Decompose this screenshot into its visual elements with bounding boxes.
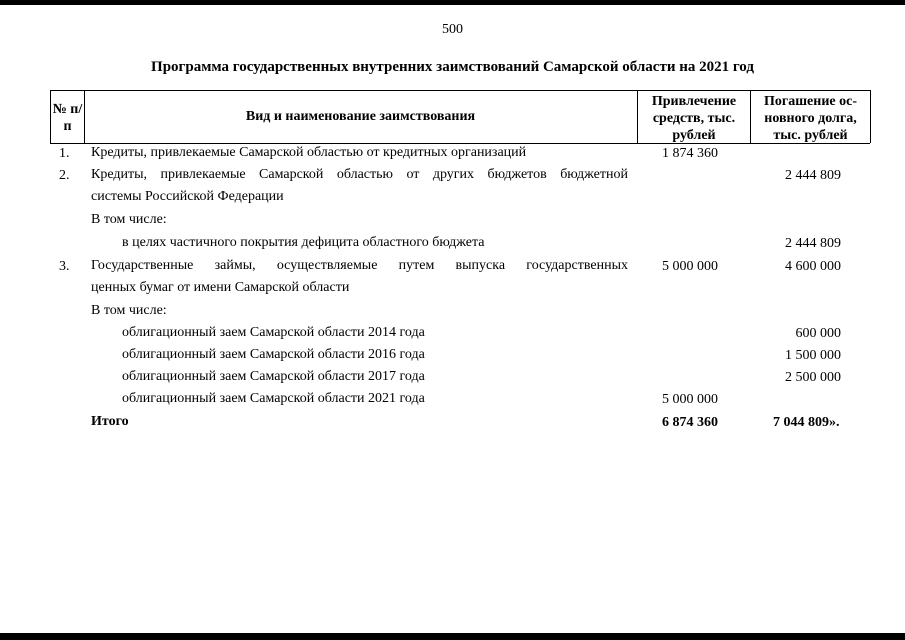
including-label: В том числе: [91,212,167,227]
repay-value: 1 500 000 [785,348,841,363]
repay-value: 600 000 [795,326,841,341]
row-text: Государственные займы, осуществляемые путем выпуска государственных [91,258,628,273]
row-text-cont: системы Российской Федерации [91,189,284,204]
col-divider [870,90,871,143]
attract-value: 1 874 360 [662,146,718,161]
row-number: 2. [59,168,70,183]
attract-value: 5 000 000 [662,259,718,274]
col-divider [637,90,638,143]
total-label: Итого [91,414,129,429]
repay-value: 2 500 000 [785,370,841,385]
bottom-border [0,633,905,640]
header-attract: Привлечение средств, тыс. рублей [651,94,737,143]
row-number: 1. [59,146,70,161]
attract-value: 5 000 000 [662,392,718,407]
document-title: Программа государственных внутренних заимствований Самарской области на 2021 год [151,59,754,75]
sub-row-text: облигационный заем Самарской области 2017 года [122,369,425,384]
sub-row-text: облигационный заем Самарской области 2014 года [122,325,425,340]
page-number: 500 [442,22,463,37]
including-label: В том числе: [91,303,167,318]
repay-value: 2 444 809 [785,236,841,251]
col-divider [50,90,51,143]
row-number: 3. [59,259,70,274]
col-divider [84,90,85,143]
row-text: Кредиты, привлекаемые Самарской областью от других бюджетов бюджетной [91,167,628,182]
repay-value: 4 600 000 [785,259,841,274]
header-repay: Погашение ос-новного долга, тыс. рублей [763,94,857,143]
header-name: Вид и наименование заимствования [245,109,476,124]
col-divider [750,90,751,143]
table-top-border [50,90,870,91]
row-text-cont: ценных бумаг от имени Самарской области [91,280,350,295]
total-attract: 6 874 360 [662,415,718,430]
sub-row-text: в целях частичного покрытия дефицита областного бюджета [122,235,485,250]
repay-value: 2 444 809 [785,168,841,183]
header-num: № п/п [52,102,83,134]
row-text: Кредиты, привлекаемые Самарской областью от кредитных организаций [91,145,527,160]
top-border [0,0,905,5]
sub-row-text: облигационный заем Самарской области 2021 года [122,391,425,406]
total-repay: 7 044 809». [773,415,840,430]
sub-row-text: облигационный заем Самарской области 2016 года [122,347,425,362]
